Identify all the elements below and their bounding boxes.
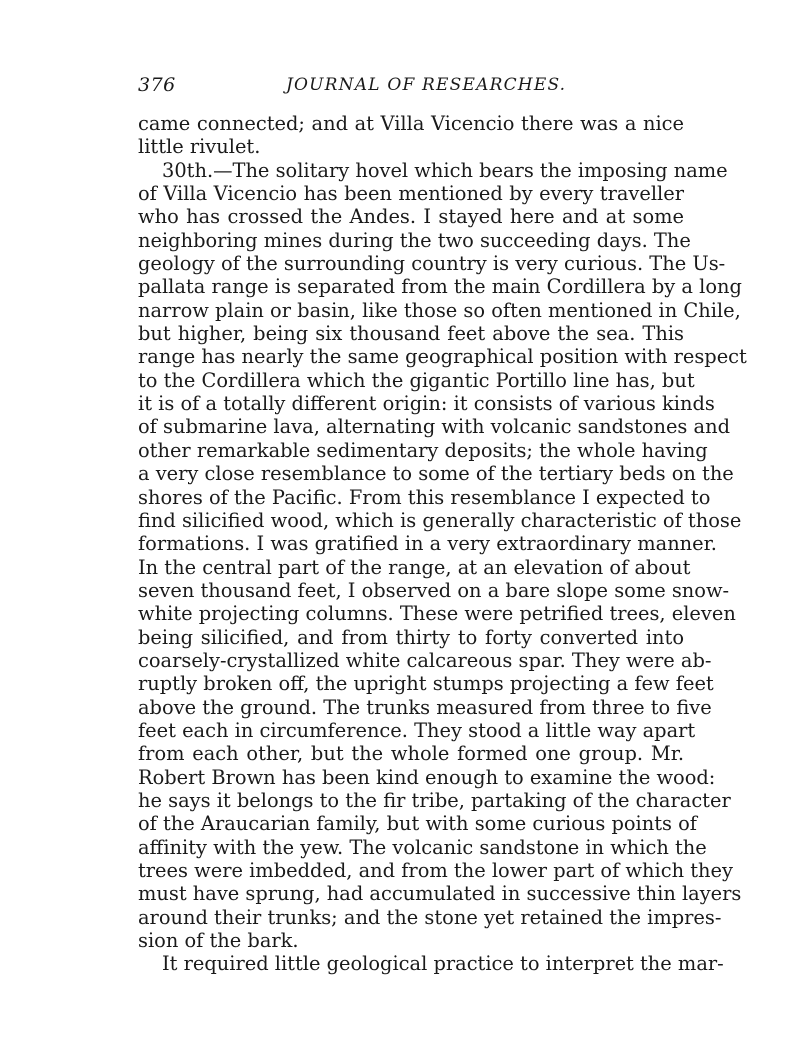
body-text — [138, 112, 747, 976]
text-line: In the central part of the range, at an elevation of about — [138, 555, 691, 579]
text-line: affinity with the yew. The volcanic sandstone in which the — [138, 835, 707, 859]
text-line: of submarine lava, alternating with volcanic sandstones and — [138, 415, 731, 439]
text-line: find silicified wood, which is generally characteristic of those — [138, 508, 742, 532]
text-line: around their trunks; and the stone yet retained the impres- — [138, 905, 722, 929]
text-line: 30th.—The solitary hovel which bears the imposing name — [162, 158, 728, 182]
text-line: neighboring mines during the two succeeding days. The — [138, 228, 691, 252]
text-line: range has nearly the same geographical position with respect — [138, 345, 747, 369]
text-line: of the Araucarian family, but with some curious points of — [138, 812, 697, 836]
text-line: It required little geological practice to interpret the mar- — [162, 952, 724, 976]
page-header — [138, 74, 698, 104]
text-line: being silicified, and from thirty to forty converted into — [138, 625, 684, 649]
text-line: must have sprung, had accumulated in successive thin layers — [138, 882, 742, 906]
text-line: white projecting columns. These were petrified trees, eleven — [138, 602, 736, 626]
text-line: to the Cordillera which the gigantic Portillo line has, but — [138, 368, 695, 392]
text-line: came connected; and at Villa Vicencio there was a nice — [138, 112, 684, 135]
text-line: ruptly broken off, the upright stumps projecting a few feet — [138, 672, 714, 696]
text-line: who has crossed the Andes. I stayed here and at some — [138, 205, 684, 229]
text-line: shores of the Pacific. From this resemblance I expected to — [138, 485, 711, 509]
text-line: Robert Brown has been kind enough to examine the wood: — [138, 765, 716, 789]
text-line: above the ground. The trunks measured from three to five — [138, 695, 712, 719]
text-line: from each other, but the whole formed one group. Mr. — [138, 742, 684, 766]
text-line: but higher, being six thousand feet above the sea. This — [138, 322, 684, 346]
text-line: formations. I was gratified in a very extraordinary manner. — [138, 532, 717, 556]
text-line: a very close resemblance to some of the tertiary beds on the — [138, 462, 734, 486]
page-number: 376 — [138, 74, 176, 96]
text-line: it is of a totally different origin: it consists of various kinds — [138, 392, 715, 416]
text-line: narrow plain or basin, like those so often mentioned in Chile, — [138, 298, 741, 322]
text-line: sion of the bark. — [138, 929, 299, 953]
running-head: JOURNAL OF RESEARCHES. — [286, 75, 567, 95]
text-line: pallata range is separated from the main Cordillera by a long — [138, 275, 742, 299]
text-line: he says it belongs to the fir tribe, partaking of the character — [138, 788, 731, 812]
text-line: coarsely-crystallized white calcareous spar. They were ab- — [138, 648, 712, 672]
text-line: geology of the surrounding country is very curious. The Us- — [138, 252, 726, 276]
text-line: seven thousand feet, I observed on a bare slope some snow- — [138, 578, 730, 602]
text-line: trees were imbedded, and from the lower part of which they — [138, 859, 733, 882]
text-line: of Villa Vicencio has been mentioned by every traveller — [138, 182, 684, 206]
text-line: feet each in circumference. They stood a little way apart — [138, 718, 696, 742]
text-line: little rivulet. — [138, 135, 261, 159]
text-line: other remarkable sedimentary deposits; the whole having — [138, 438, 708, 462]
